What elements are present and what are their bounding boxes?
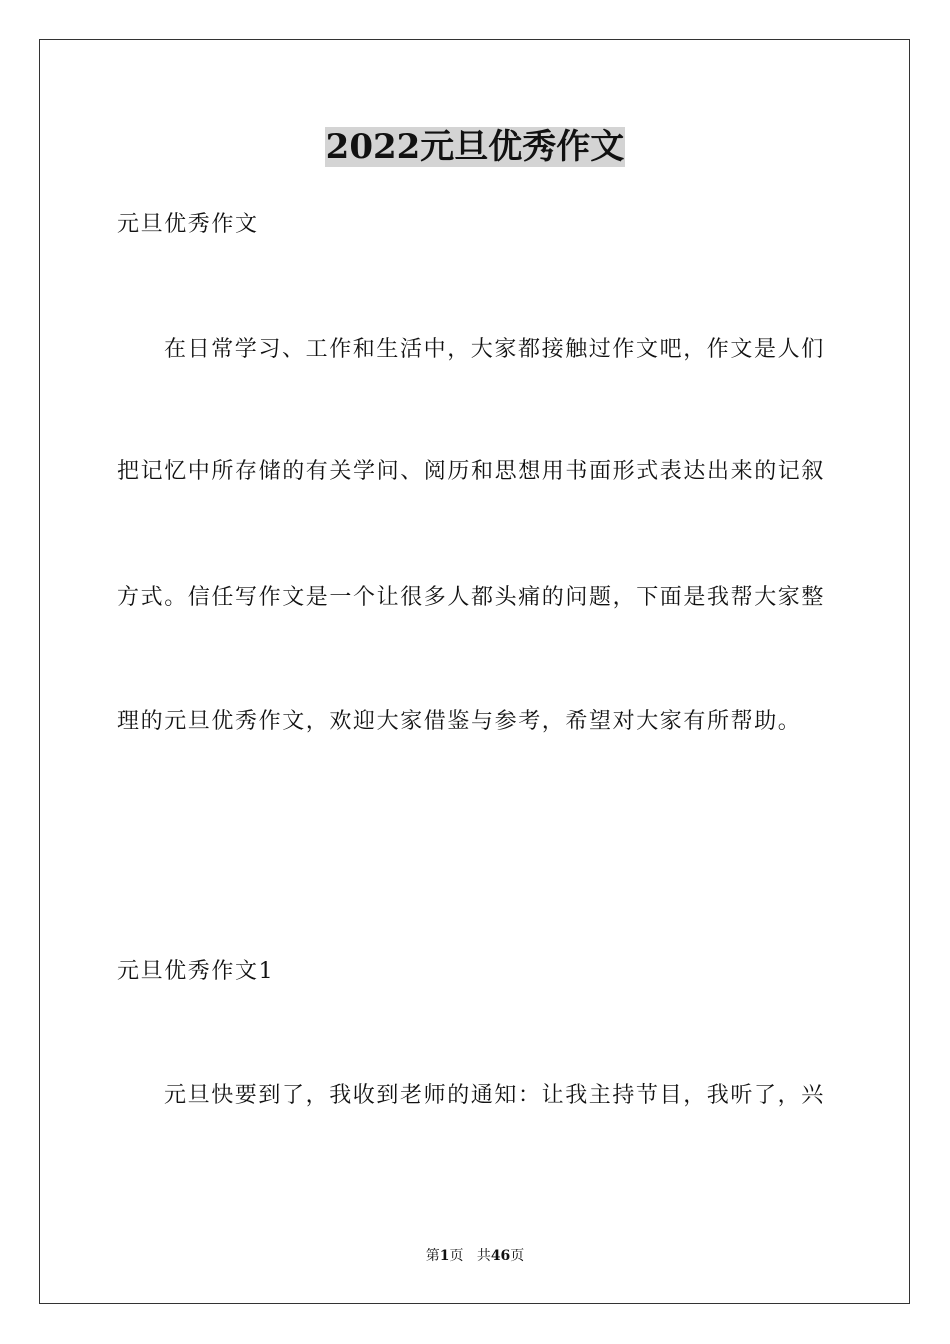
intro-line-3: 方式。信任写作文是一个让很多人都头痛的问题，下面是我帮大家整 [117, 585, 826, 610]
document-subtitle: 元旦优秀作文 [117, 212, 259, 237]
footer-total-suffix: 页 [510, 1248, 525, 1264]
footer-page-number: 1 [439, 1248, 450, 1264]
section-line-1: 元旦快要到了，我收到老师的通知：让我主持节目，我听了，兴 [164, 1083, 825, 1108]
footer-total-pages: 46 [490, 1248, 511, 1264]
intro-line-2: 把记忆中所存储的有关学问、阅历和思想用书面形式表达出来的记叙 [117, 459, 826, 484]
document-title [0, 122, 950, 172]
footer-total-prefix: 共 [476, 1248, 491, 1264]
footer-page-prefix: 第 [425, 1248, 440, 1264]
intro-line-1: 在日常学习、工作和生活中，大家都接触过作文吧，作文是人们 [164, 337, 825, 362]
intro-line-4: 理的元旦优秀作文，欢迎大家借鉴与参考，希望对大家有所帮助。 [117, 709, 802, 734]
footer-page-suffix: 页 [449, 1248, 464, 1264]
document-title-text: 2022元旦优秀作文 [325, 127, 625, 167]
page-footer [0, 1246, 950, 1266]
section-heading: 元旦优秀作文1 [117, 959, 275, 984]
